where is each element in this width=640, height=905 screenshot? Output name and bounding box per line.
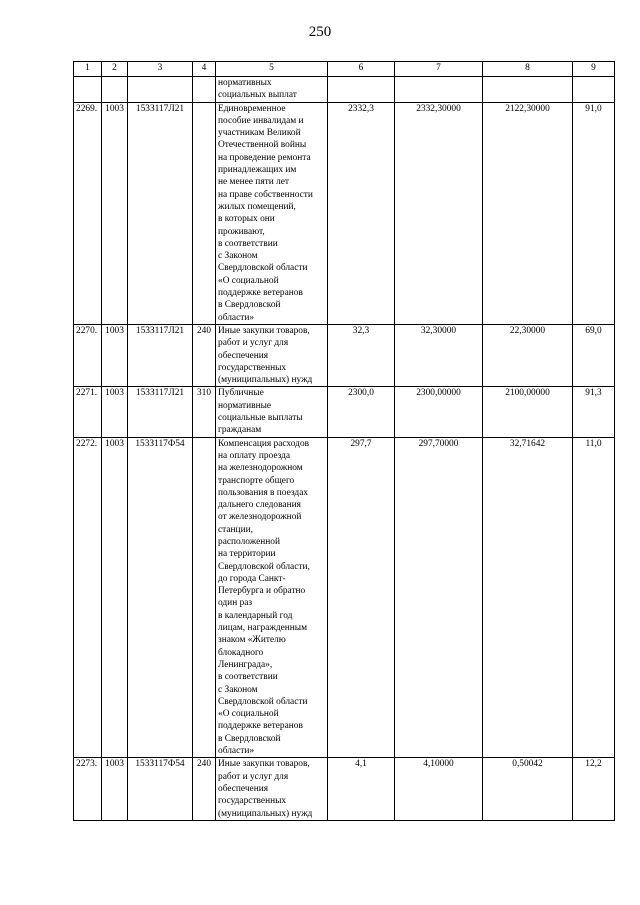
plan-amount: 32,30000 bbox=[395, 324, 483, 386]
item-name: Иные закупки товаров, работ и услуг для обеспечения государственных (муниципальных) нужд bbox=[216, 324, 328, 386]
item-name: Публичные нормативные социальные выплаты гражданам bbox=[216, 387, 328, 437]
continuation-row bbox=[74, 77, 615, 103]
approved-amount: 2332,3 bbox=[328, 102, 395, 324]
execution-percent: 11,0 bbox=[573, 437, 615, 758]
page-number: 250 bbox=[308, 24, 332, 40]
column-header: 9 bbox=[573, 62, 615, 77]
target-code: 153З117Л21 bbox=[128, 324, 193, 386]
executed-amount: 32,71642 bbox=[483, 437, 573, 758]
target-code: 153З117Л21 bbox=[128, 387, 193, 437]
table-row bbox=[74, 758, 615, 820]
execution-percent: 69,0 bbox=[573, 324, 615, 386]
expense-type: 310 bbox=[193, 387, 216, 437]
plan-amount: 297,70000 bbox=[395, 437, 483, 758]
column-header: 3 bbox=[128, 62, 193, 77]
approved-amount: 2300,0 bbox=[328, 387, 395, 437]
table-row bbox=[74, 102, 615, 324]
column-header: 5 bbox=[216, 62, 328, 77]
section-code: 1003 bbox=[102, 758, 128, 820]
target-code: 153З117Л21 bbox=[128, 102, 193, 324]
row-number: 2273. bbox=[74, 758, 102, 820]
plan-amount: 4,10000 bbox=[395, 758, 483, 820]
item-name: Компенсация расходов на оплату проезда на железнодорожном транспорте общего пользования в поездах дальнего следования от железнодорожной станции, расположенной на территории Свердловской области, до города Санкт- Петербурга и обратно один раз в календарный год лицам, награжденным знаком «Жителю блокадного Ленинграда», в соответствии с Законом Свердловской области «О социальной поддержке ветеранов в Свердловской области» bbox=[216, 437, 328, 758]
expense-type bbox=[193, 437, 216, 758]
column-header: 6 bbox=[328, 62, 395, 77]
expense-type: 240 bbox=[193, 324, 216, 386]
column-header: 8 bbox=[483, 62, 573, 77]
column-header: 1 bbox=[74, 62, 102, 77]
item-name: Единовременное пособие инвалидам и участникам Великой Отечественной войны на проведение ремонта принадлежащих им не менее пяти лет на праве собственности жилых помещений, в которых они проживают, в соответствии с Законом Свердловской области «О социальной поддержке ветеранов в Свердловской области» bbox=[216, 102, 328, 324]
expense-type: 240 bbox=[193, 758, 216, 820]
table-row bbox=[74, 437, 615, 758]
row-number: 2270. bbox=[74, 324, 102, 386]
column-header: 2 bbox=[102, 62, 128, 77]
target-code: 153З117Ф54 bbox=[128, 437, 193, 758]
expense-type bbox=[193, 102, 216, 324]
row-number: 2271. bbox=[74, 387, 102, 437]
budget-table bbox=[73, 61, 615, 821]
approved-amount: 297,7 bbox=[328, 437, 395, 758]
table-row bbox=[74, 324, 615, 386]
approved-amount: 4,1 bbox=[328, 758, 395, 820]
continuation-text: нормативных социальных выплат bbox=[216, 77, 328, 103]
executed-amount: 0,50042 bbox=[483, 758, 573, 820]
section-code: 1003 bbox=[102, 324, 128, 386]
execution-percent: 12,2 bbox=[573, 758, 615, 820]
approved-amount: 32,3 bbox=[328, 324, 395, 386]
header-row bbox=[74, 62, 615, 77]
section-code: 1003 bbox=[102, 387, 128, 437]
executed-amount: 2122,30000 bbox=[483, 102, 573, 324]
target-code: 153З117Ф54 bbox=[128, 758, 193, 820]
plan-amount: 2332,30000 bbox=[395, 102, 483, 324]
row-number: 2272. bbox=[74, 437, 102, 758]
row-number: 2269. bbox=[74, 102, 102, 324]
plan-amount: 2300,00000 bbox=[395, 387, 483, 437]
column-header: 7 bbox=[395, 62, 483, 77]
section-code: 1003 bbox=[102, 102, 128, 324]
execution-percent: 91,0 bbox=[573, 102, 615, 324]
column-header: 4 bbox=[193, 62, 216, 77]
executed-amount: 22,30000 bbox=[483, 324, 573, 386]
section-code: 1003 bbox=[102, 437, 128, 758]
table-row bbox=[74, 387, 615, 437]
item-name: Иные закупки товаров, работ и услуг для обеспечения государственных (муниципальных) нужд bbox=[216, 758, 328, 820]
execution-percent: 91,3 bbox=[573, 387, 615, 437]
executed-amount: 2100,00000 bbox=[483, 387, 573, 437]
